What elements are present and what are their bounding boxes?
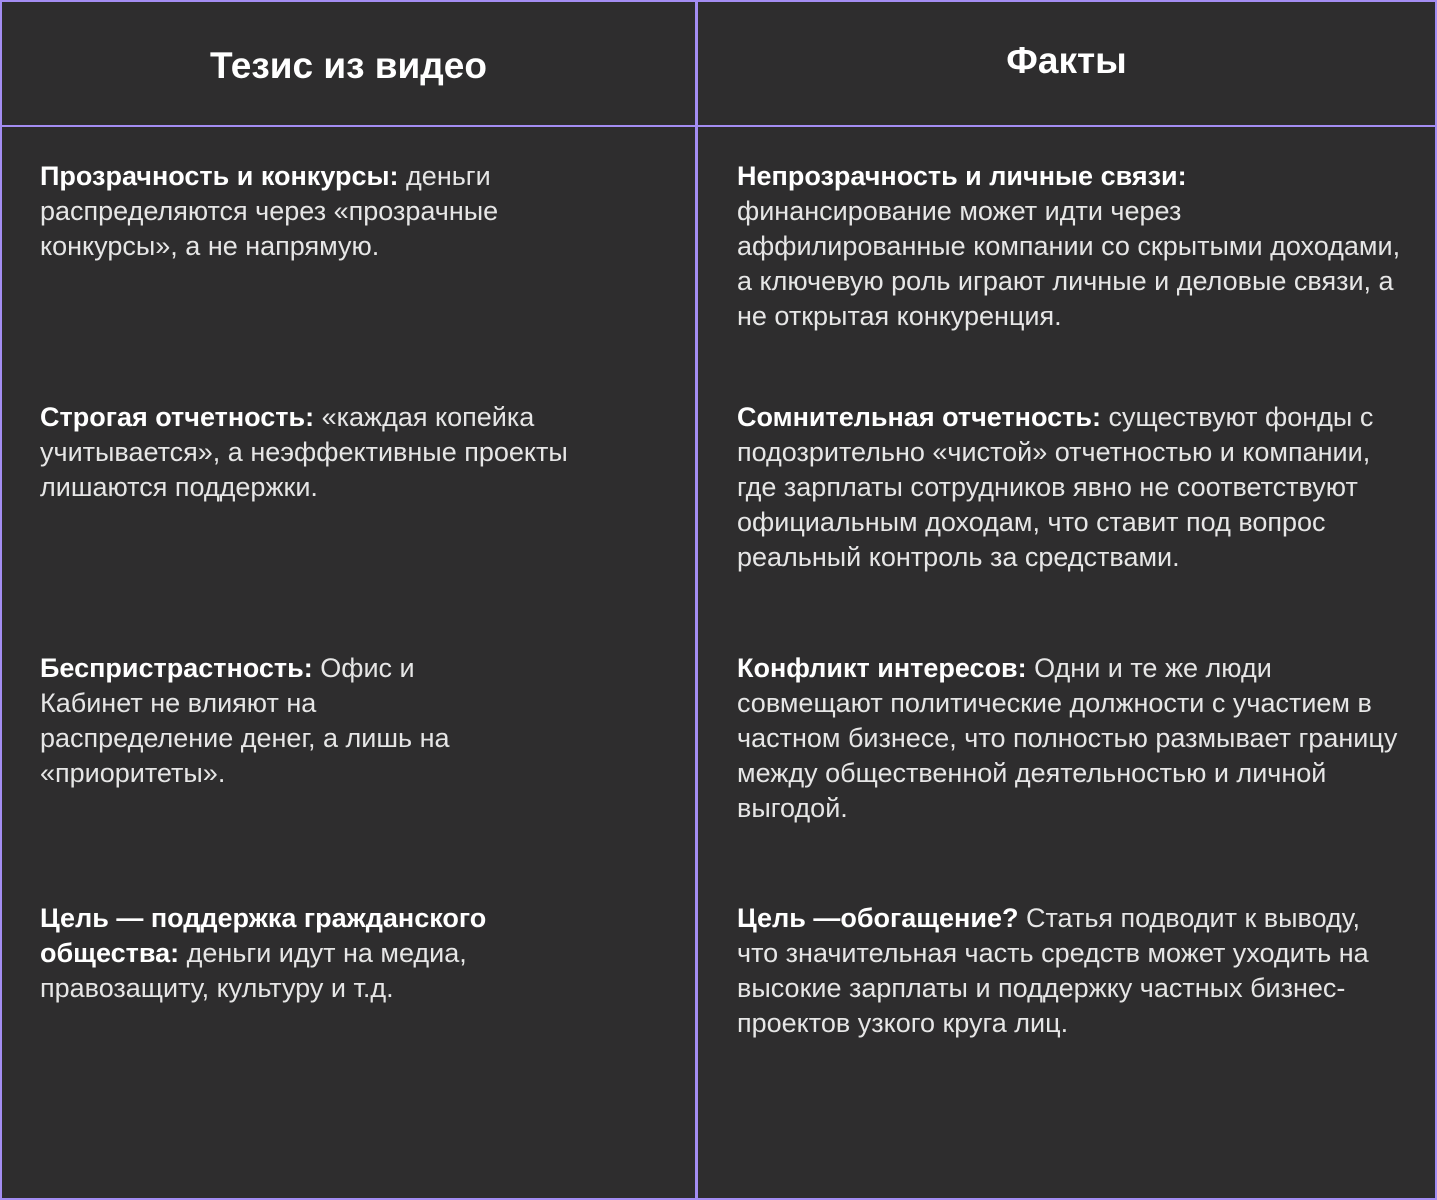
thesis-text-3: Офис и Кабинет не влияют на распределение денег, а лишь на «приоритеты». (40, 653, 450, 788)
thesis-title-3: Беспристрастность: (40, 653, 313, 683)
thesis-text-1: деньги распределяются через «прозрачные конкурсы», а не напрямую. (40, 161, 499, 261)
fact-text-2: существуют фонды с подозрительно «чистой» отчетностью и компании, где зарплаты сотрудников явно не соответствуют официальным доходам, что ставит под вопрос реальный контроль за средствами. (737, 402, 1374, 572)
fact-text-4: Статья подводит к выводу, что значительная часть средств может уходить на высокие зарплаты и поддержку частных бизнес-проектов узкого круга лиц. (737, 903, 1369, 1038)
fact-cell-1 (737, 159, 1407, 334)
thesis-text-2: «каждая копейка учитывается», а неэффективные проекты лишаются поддержки. (40, 402, 568, 502)
fact-title-2: Сомнительная отчетность: (737, 402, 1101, 432)
fact-text-1: финансирование может идти через аффилированные компании со скрытыми доходами, а ключевую роль играют личные и деловые связи, а не открытая конкуренция. (737, 196, 1401, 331)
fact-title-1: Непрозрачность и личные связи: (737, 161, 1187, 191)
fact-cell-2 (737, 400, 1407, 575)
thesis-title-4: Цель — поддержка гражданского общества: (40, 903, 487, 968)
thesis-cell-1 (40, 159, 600, 264)
header-divider (2, 125, 1435, 127)
thesis-cell-4 (40, 901, 600, 1006)
header-facts: Факты (1006, 39, 1127, 81)
header-thesis: Тезис из видео (210, 44, 487, 86)
thesis-cell-3 (40, 651, 500, 791)
fact-title-3: Конфликт интересов: (737, 653, 1027, 683)
fact-cell-3 (737, 651, 1407, 826)
thesis-cell-2 (40, 400, 600, 505)
thesis-title-1: Прозрачность и конкурсы: (40, 161, 399, 191)
fact-text-3: Одни и те же люди совмещают политические должности с участием в частном бизнесе, что полностью размывает границу между общественной деятельностью и личной выгодой. (737, 653, 1398, 823)
thesis-title-2: Строгая отчетность: (40, 402, 315, 432)
fact-title-4: Цель —обогащение? (737, 903, 1019, 933)
column-divider (695, 2, 698, 1198)
fact-cell-4 (737, 901, 1407, 1041)
thesis-text-4: деньги идут на медиа, правозащиту, культуру и т.д. (40, 938, 467, 1003)
